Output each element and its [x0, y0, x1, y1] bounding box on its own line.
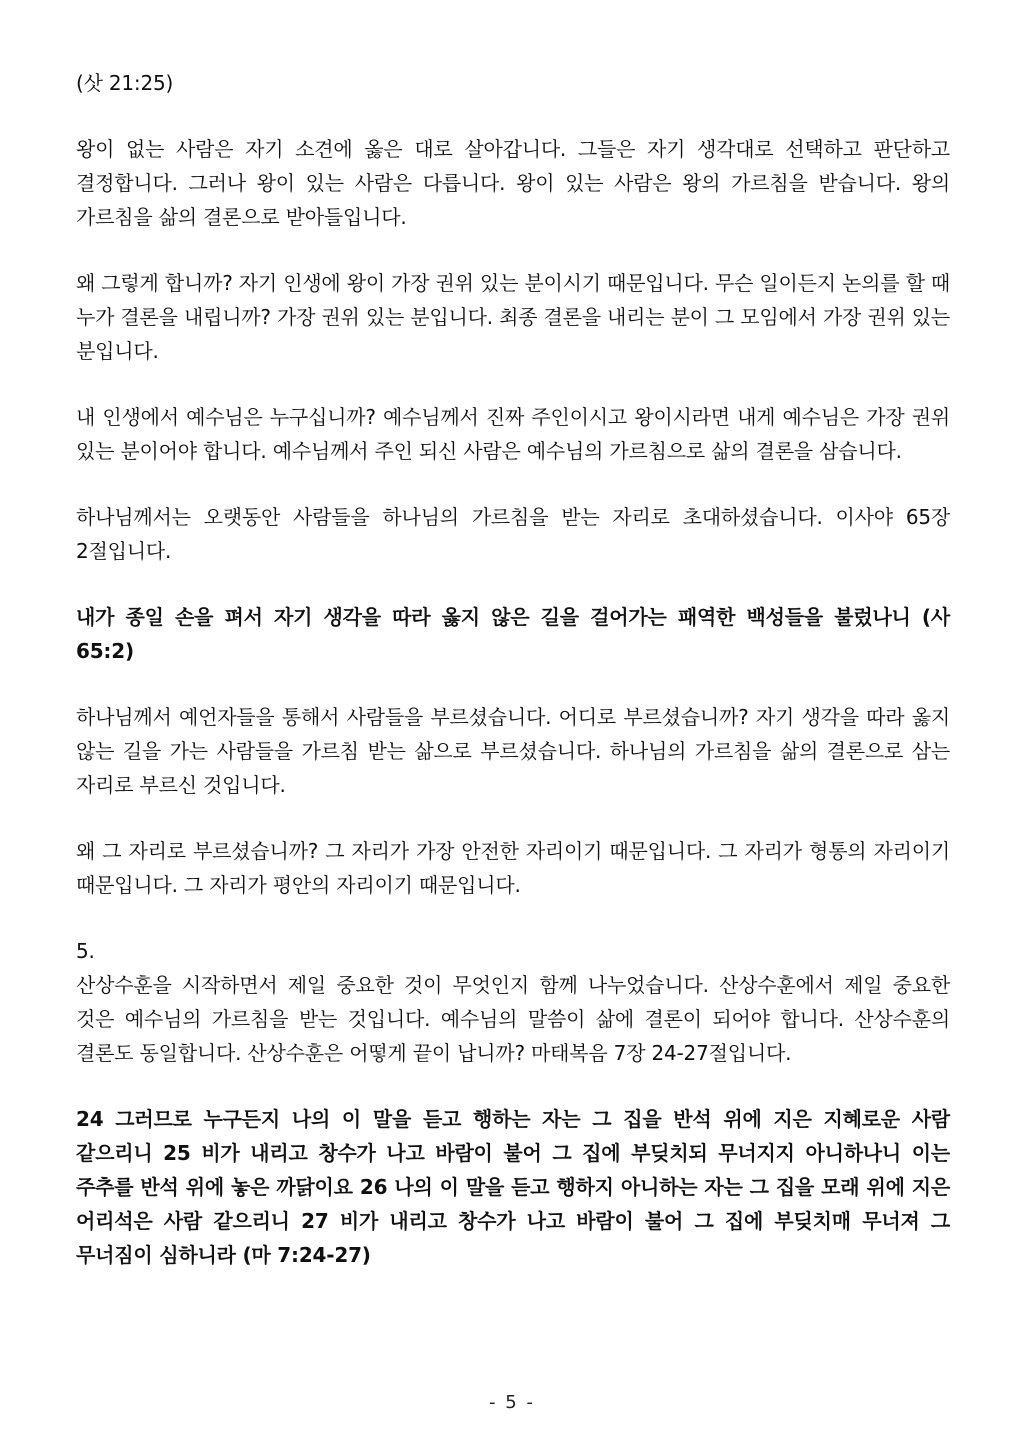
body-paragraph: 내 인생에서 예수님은 누구십니까? 예수님께서 진짜 주인이시고 왕이시라면 내게 예수님은 가장 권위 있는 분이어야 합니다. 예수님께서 주인 되신 사람은 예수님의 가르침으로 삶의 결론을 삼습니다.	[76, 405, 950, 463]
body-paragraph: 산상수훈을 시작하면서 제일 중요한 것이 무엇인지 함께 나누었습니다. 산상수훈에서 제일 중요한 것은 예수님의 가르침을 받는 것입니다. 예수님의 말씀이 삶에 결론이 되어야 합니다. 산상수훈의 결론도 동일합니다. 산상수훈은 어떻게 끝이 납니까? 마태복음 7장 24-27절입니다.	[76, 973, 950, 1065]
scripture-reference: (삿 21:25)	[76, 71, 174, 95]
body-paragraph: 왜 그 자리로 부르셨습니까? 그 자리가 가장 안전한 자리이기 때문입니다. 그 자리가 형통의 자리이기 때문입니다. 그 자리가 평안의 자리이기 때문입니다.	[76, 839, 950, 897]
body-paragraph: 하나님께서는 오랫동안 사람들을 하나님의 가르침을 받는 자리로 초대하셨습니다. 이사야 65장 2절입니다.	[76, 505, 950, 563]
body-paragraph: 하나님께서 예언자들을 통해서 사람들을 부르셨습니다. 어디로 부르셨습니까? 자기 생각을 따라 옳지 않는 길을 가는 사람들을 가르침 받는 삶으로 부르셨습니다. 하나님의 가르침을 삶의 결론으로 삼는 자리로 부르신 것입니다.	[76, 705, 950, 797]
body-paragraph: 왕이 없는 사람은 자기 소견에 옳은 대로 살아갑니다. 그들은 자기 생각대로 선택하고 판단하고 결정합니다. 그러나 왕이 있는 사람은 다릅니다. 왕이 있는 사람은 왕의 가르침을 받습니다. 왕의 가르침을 삶의 결론으로 받아들입니다.	[76, 137, 950, 229]
section-number: 5.	[76, 939, 95, 963]
scripture-quote: 내가 종일 손을 펴서 자기 생각을 따라 옳지 않은 길을 걸어가는 패역한 백성들을 불렀나니 (사 65:2)	[76, 605, 950, 663]
document-page	[76, 66, 950, 1304]
body-paragraph: 왜 그렇게 합니까? 자기 인생에 왕이 가장 권위 있는 분이시기 때문입니다. 무슨 일이든지 논의를 할 때 누가 결론을 내립니까? 가장 권위 있는 분입니다. 최종 결론을 내리는 분이 그 모임에서 가장 권위 있는 분입니다.	[76, 271, 950, 363]
page-number: - 5 -	[489, 1392, 535, 1413]
scripture-quote: 24 그러므로 누구든지 나의 이 말을 듣고 행하는 자는 그 집을 반석 위에 지은 지혜로운 사람 같으리니 25 비가 내리고 창수가 나고 바람이 불어 그 집에 부딪치되 무너지지 아니하나니 이는 주추를 반석 위에 놓은 까닭이요 26 나의 이 말을 듣고 행하지 아니하는 자는 그 집을 모래 위에 지은 어리석은 사람 같으리니 27 비가 내리고 창수가 나고 바람이 불어 그 집에 부딪치매 무너져 그 무너짐이 심하니라 (마 7:24-27)	[76, 1107, 950, 1267]
